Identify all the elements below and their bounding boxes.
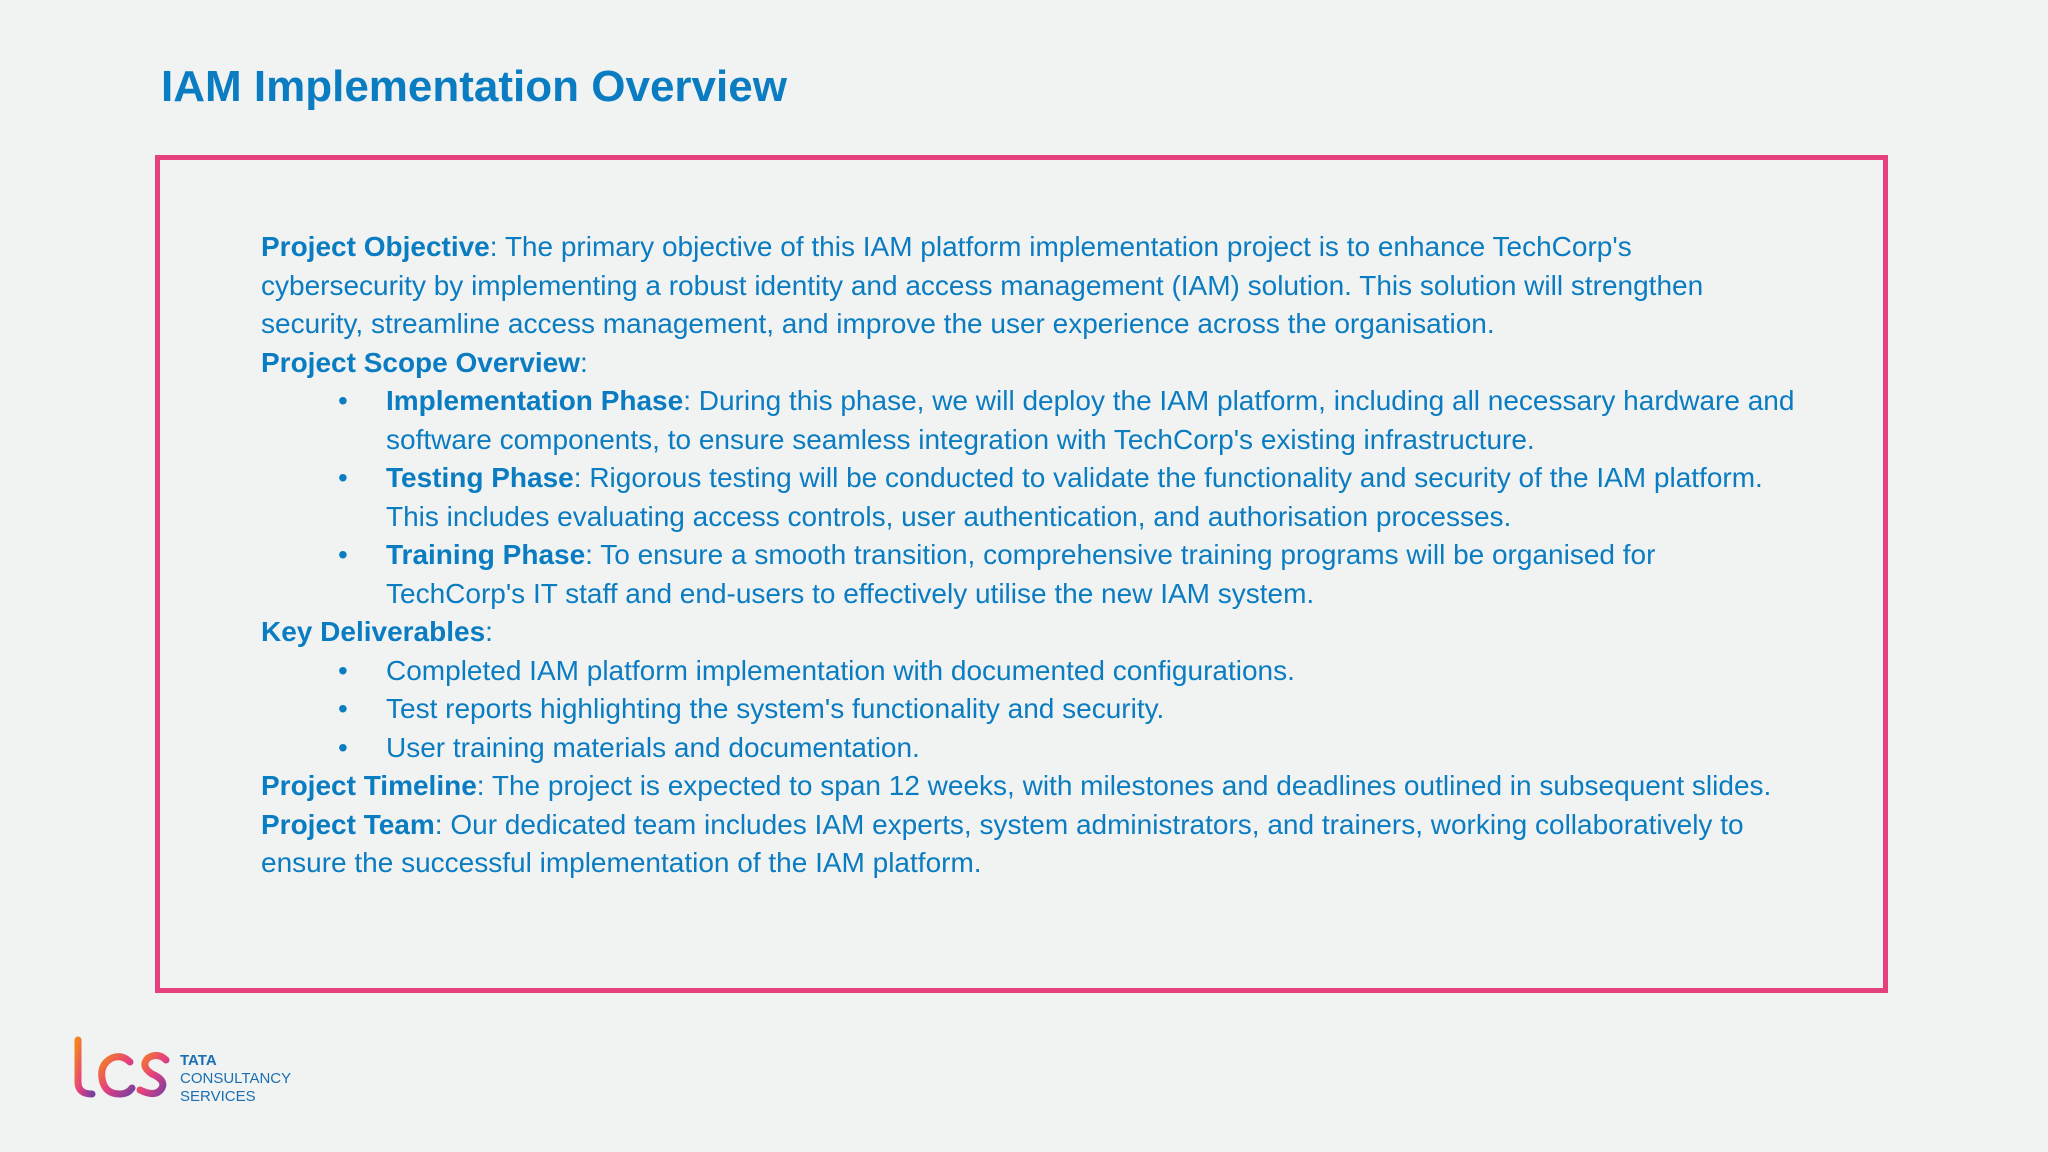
deliverable-text: User training materials and documentation. — [386, 731, 920, 763]
scope-list — [261, 382, 1801, 613]
objective-text: : The primary objective of this IAM platform implementation project is to enhance TechCorp's cybersecurity by implementing a robust identity and access management (IAM) solution. This solution will strengthen security, streamline access management, and improve the user experience across the organisation. — [261, 231, 1704, 339]
list-item — [261, 652, 1801, 691]
bullet-icon: • — [338, 654, 348, 686]
team-text: : Our dedicated team includes IAM experts, system administrators, and trainers, working collaboratively to ensure the successful implementation of the IAM platform. — [261, 808, 1744, 878]
deliverable-text: Test reports highlighting the system's functionality and security. — [386, 693, 1165, 724]
phase-text: : To ensure a smooth transition, comprehensive training programs will be organised for TechCorp's IT staff and end-users to effectively utilise the new IAM system. — [386, 539, 1656, 609]
wordmark-line-2: CONSULTANCY — [180, 1070, 292, 1087]
wordmark-line-1: TATA — [180, 1052, 217, 1069]
scope-heading — [261, 344, 1801, 383]
bullet-icon: • — [338, 539, 348, 570]
list-item — [261, 382, 1801, 459]
phase-text: : Rigorous testing will be conducted to validate the functionality and security of the IAM platform. This includes evaluating access controls, user authentication, and authorisation processes. — [386, 462, 1763, 532]
bullet-icon: • — [338, 462, 348, 493]
objective-paragraph — [261, 228, 1801, 344]
list-item — [261, 729, 1801, 768]
deliverables-heading — [261, 613, 1801, 652]
deliverables-list — [261, 652, 1801, 768]
deliverables-label: Key Deliverables — [261, 616, 486, 647]
phase-label: Training Phase — [386, 539, 586, 570]
phase-label: Testing Phase — [386, 462, 574, 493]
scope-label: Project Scope Overview — [261, 346, 581, 378]
slide-title: IAM Implementation Overview — [161, 62, 787, 111]
deliverables-suffix: : — [485, 616, 493, 647]
slide-body — [261, 228, 1801, 883]
tcs-wordmark — [180, 1052, 291, 1106]
wordmark-line-3: SERVICES — [180, 1088, 256, 1105]
timeline-text: : The project is expected to span 12 weeks, with milestones and deadlines outlined in subsequent slides. — [476, 770, 1772, 801]
bullet-icon: • — [338, 693, 348, 724]
timeline-paragraph — [261, 767, 1801, 806]
deliverable-text: Completed IAM platform implementation with documented configurations. — [386, 654, 1295, 686]
bullet-icon: • — [338, 385, 348, 416]
list-item — [261, 536, 1801, 613]
objective-label: Project Objective — [261, 231, 490, 262]
scope-suffix: : — [580, 346, 588, 378]
phase-label: Implementation Phase — [386, 385, 684, 416]
timeline-label: Project Timeline — [261, 770, 477, 801]
team-label: Project Team — [261, 808, 435, 840]
team-paragraph — [261, 806, 1801, 883]
phase-text: : During this phase, we will deploy the IAM platform, including all necessary hardware and software components, to ensure seamless integration with TechCorp's existing infrastructure. — [386, 385, 1795, 455]
list-item — [261, 459, 1801, 536]
list-item — [261, 690, 1801, 729]
bullet-icon: • — [338, 731, 348, 763]
